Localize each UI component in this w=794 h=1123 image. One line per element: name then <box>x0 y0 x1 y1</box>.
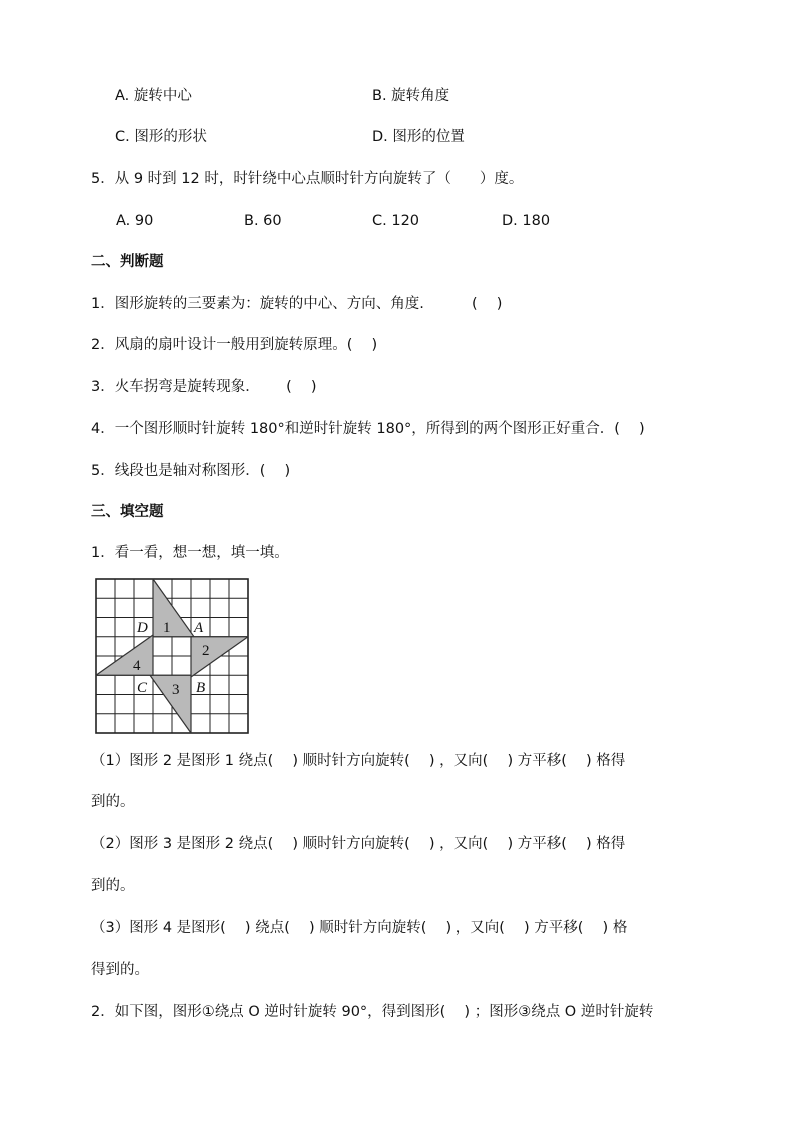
label-1: 1 <box>163 620 171 636</box>
q4-option-a: A. 旋转中心 <box>115 88 192 104</box>
grid-lines <box>96 579 248 733</box>
shape-3-triangle <box>150 675 191 733</box>
shape-1-triangle <box>153 579 194 637</box>
q5-option-a: A. 90 <box>116 213 154 229</box>
shape-2-triangle <box>191 637 248 677</box>
q5-option-d: D. 180 <box>502 213 551 229</box>
judge-item-1: 1．图形旋转的三要素为：旋转的中心、方向、角度. ( ) <box>91 296 503 312</box>
label-a: A <box>194 620 204 636</box>
judge-item-5: 5．线段也是轴对称图形．( ) <box>91 463 291 479</box>
q4-option-b: B. 旋转角度 <box>372 88 450 104</box>
judge-item-4: 4．一个图形顺时针旋转 180°和逆时针旋转 180°，所得到的两个图形正好重合．( ) <box>91 421 645 437</box>
judge-item-2: 2．风扇的扇叶设计一般用到旋转原理。( ) <box>91 337 378 353</box>
rotation-grid-figure <box>93 576 251 736</box>
label-4: 4 <box>133 658 141 674</box>
label-3: 3 <box>172 682 180 698</box>
q4-option-c: C. 图形的形状 <box>115 129 207 145</box>
label-c: C <box>137 680 148 696</box>
label-d: D <box>137 620 148 636</box>
fill-q1-sub-1: （1）图形 2 是图形 1 绕点( ) 顺时针方向旋转( ) ，又向( ) 方平移( ) 格得 <box>91 753 626 769</box>
fill-q1-sub-2-cont: 到的。 <box>91 878 135 894</box>
section-3-title: 三、填空题 <box>91 504 164 520</box>
q5-stem: 5．从 9 时到 12 时，时针绕中心点顺时针方向旋转了（ ）度。 <box>91 171 524 187</box>
q5-option-b: B. 60 <box>244 213 282 229</box>
q5-option-c: C. 120 <box>372 213 420 229</box>
q4-option-d: D. 图形的位置 <box>372 129 465 145</box>
fill-q1-sub-3: （3）图形 4 是图形( ) 绕点( ) 顺时针方向旋转( ) ，又向( ) 方平移( ) 格 <box>91 920 628 936</box>
label-2: 2 <box>202 643 210 659</box>
section-2-title: 二、判断题 <box>91 254 164 270</box>
fill-q2-stem: 2．如下图，图形①绕点 O 逆时针旋转 90°，得到图形( ) ；图形③绕点 O 逆时针旋转 <box>91 1004 654 1020</box>
fill-q1-sub-1-cont: 到的。 <box>91 794 135 810</box>
fill-q1-stem: 1．看一看，想一想，填一填。 <box>91 545 289 561</box>
fill-q1-sub-2: （2）图形 3 是图形 2 绕点( ) 顺时针方向旋转( ) ，又向( ) 方平移( ) 格得 <box>91 836 626 852</box>
fill-q1-sub-3-cont: 得到的。 <box>91 962 149 978</box>
label-b: B <box>196 680 206 696</box>
shape-4-triangle <box>96 635 153 675</box>
judge-item-3: 3．火车拐弯是旋转现象． ( ) <box>91 379 317 395</box>
